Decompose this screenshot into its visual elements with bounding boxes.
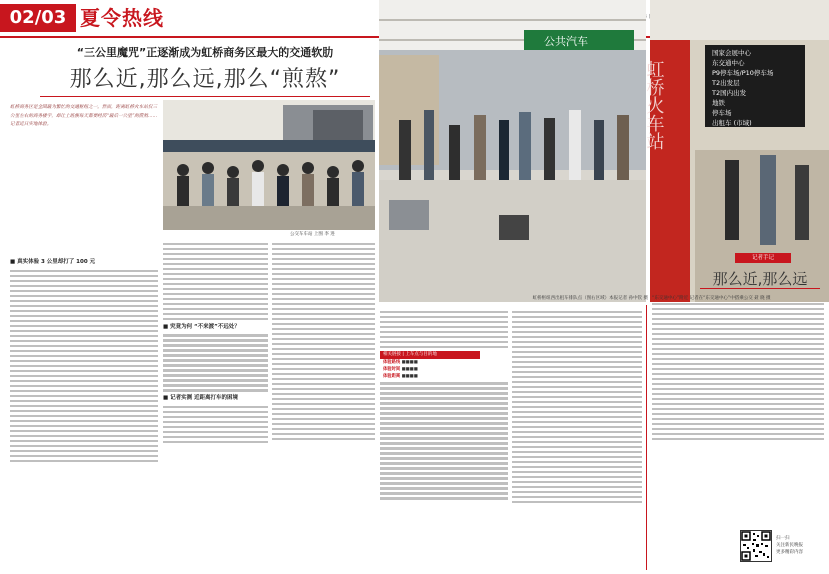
sign-line-7: 出租车 (市域)	[712, 119, 752, 127]
lead-paragraph: 虹桥商务区是全国最为繁忙的交通枢纽之一。然而，距离虹桥火车站仅三公里左右的商务楼宇，却让上班族每天都要经历“最后一公里”的煎熬……记者近日实地体验。	[10, 105, 158, 127]
subhead-3: ■ 记者实测 近距离打车的困境	[163, 395, 239, 401]
info-value-2: ■■■■	[401, 373, 418, 379]
qr-caption: 扫一扫 关注新民晚报 更多精彩内容	[776, 536, 803, 555]
info-label-0: 体验路线	[383, 359, 401, 365]
sign-line-5: 地铁	[712, 99, 725, 107]
station-sign-text: 公共汽车	[544, 35, 588, 48]
column-3	[272, 240, 375, 568]
platform-sign: 虹桥火车站	[643, 60, 665, 150]
column-2	[163, 240, 268, 568]
info-value-0: ■■■■	[401, 359, 418, 365]
headline: 那么近,那么远,那么“煎熬”	[69, 67, 341, 92]
sidebar-rule	[646, 305, 647, 570]
info-value-1: ■■■■	[401, 366, 418, 372]
section-name: 夏令热线	[80, 6, 164, 30]
sign-line-2: P9停车场/P10停车场	[712, 69, 774, 77]
info-label-2: 体验距离	[383, 373, 401, 379]
photo-bus-queue	[163, 100, 375, 230]
section-number: 02/03	[0, 4, 76, 32]
sign-line-3: T2出发层	[712, 79, 740, 87]
kicker: “三公里魔咒”正逐渐成为虹桥商务区最大的交通软肋	[76, 46, 334, 59]
sidebar-title: 那么近,那么远	[712, 270, 808, 288]
column-5	[512, 308, 642, 568]
column-4	[380, 308, 508, 568]
info-box	[380, 351, 480, 380]
info-box-title: 相关链接 | 上车点与目的地	[380, 351, 480, 359]
sign-line-1: 东交通中心	[712, 59, 745, 67]
info-label-1: 体验时间	[383, 366, 401, 372]
photo3-caption: “东交通中心”附近 记者在“东交通中心”中搭乘公交 聂 晓 摄	[652, 296, 771, 301]
subhead-2: ■ 究竟为何 “不来渡”不远处？	[163, 323, 240, 330]
sidebar-tag: 记者手记	[735, 253, 791, 263]
column-1	[10, 258, 158, 568]
photo-station-concourse	[379, 0, 646, 302]
sign-line-4: T2国内出发	[712, 89, 747, 97]
photo1-caption: 公交车车站 上图 李 进	[290, 232, 335, 237]
photo2-caption: 虹桥枢纽西出租车排队点（图右区域）本报记者 孙中钦 摄	[532, 296, 648, 301]
qr-code[interactable]	[740, 530, 772, 562]
sign-line-6: 停车场	[712, 109, 732, 117]
sign-line-0: 国家会展中心	[712, 49, 751, 57]
sidebar-body	[652, 300, 824, 522]
sidebar-title-rule	[700, 288, 820, 289]
subhead-1: ■ 真实体验 3 公里却打了 100 元	[10, 259, 96, 265]
headline-rule	[40, 96, 370, 97]
